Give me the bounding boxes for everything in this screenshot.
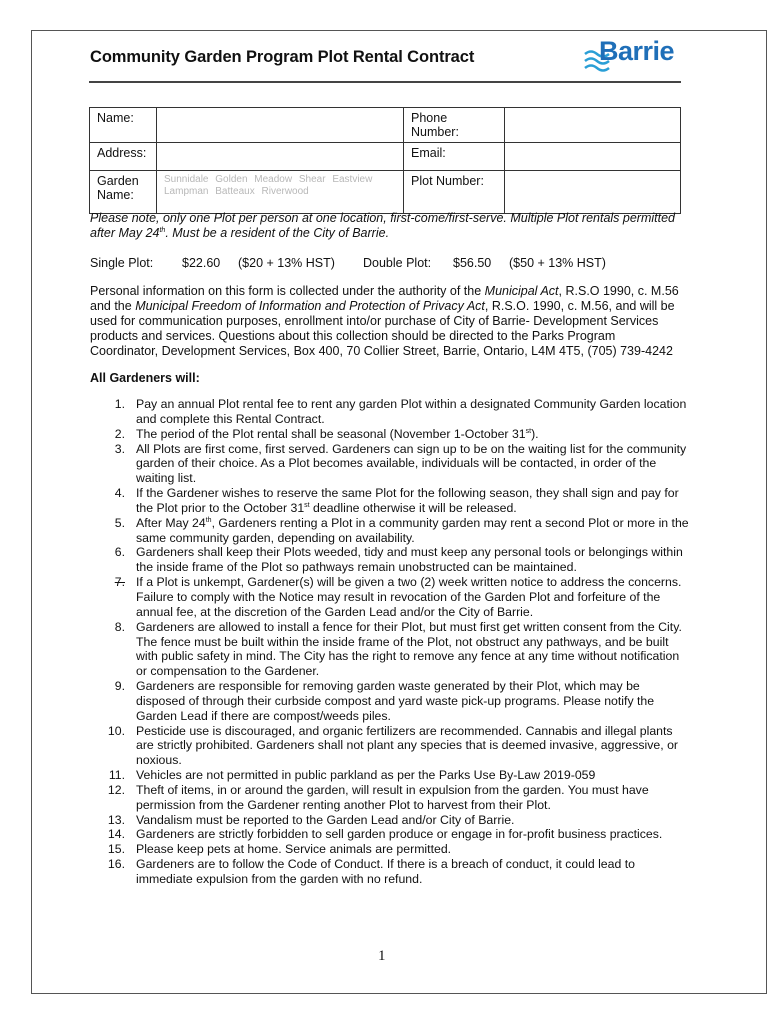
privacy-text-1: Personal information on this form is collected under the authority of the — [90, 284, 485, 298]
list-item — [90, 827, 690, 842]
name-field[interactable] — [157, 108, 404, 143]
item-number: 1. — [114, 397, 125, 411]
item-text-end: , Gardeners renting a Plot in a community garden may rent a second Plot or more in the same community garden, depending on availability. — [136, 515, 689, 545]
list-item — [90, 397, 690, 427]
list-item — [90, 427, 690, 442]
privacy-text-3: , R.S.O. 1990, c. M.56, and will be used for communication purposes, enrollment into/or purchase of City of Barrie- Development Services products and services. Questions about this collection should be directed to the Parks Program Coordinator, Development Services, Box 400, 70 Collier Street, Barrie, Ontario, L4M 4T5, (705) 739-4242 — [90, 299, 675, 358]
list-item — [90, 768, 690, 783]
rental-note — [90, 211, 680, 241]
address-label: Address: — [90, 143, 157, 171]
item-text: Gardeners are allowed to install a fence for their Plot, but must first get written consent from the City. The fence must be built within the inside frame of the Plot, not obstruct any pathways, and be built with public safety in mind. The City has the right to remove any fence at any time without notification or compensation to the Gardener. — [136, 619, 682, 679]
note-text-end: . Must be a resident of the City of Barrie. — [165, 226, 390, 240]
privacy-statement — [90, 284, 682, 359]
list-item — [90, 486, 690, 516]
item-number: 15. — [107, 842, 125, 857]
list-item — [90, 857, 690, 887]
privacy-act: Municipal Freedom of Information and Protection of Privacy Act — [135, 299, 485, 313]
list-item — [90, 813, 690, 828]
item-text: Please keep pets at home. Service animals are permitted. — [136, 842, 452, 857]
municipal-act: Municipal Act — [484, 284, 559, 298]
item-text: All Plots are first come, first served. Gardeners can sign up to be on the waiting list for the community garden of their choice. As a Plot becomes available, individuals will be contacted, in order of the waiting list. — [136, 441, 687, 486]
item-number: 16. — [107, 857, 125, 872]
double-plot-detail: ($50 + 13% HST) — [509, 256, 606, 270]
item-text: Vandalism must be reported to the Garden Lead and/or City of Barrie. — [136, 812, 515, 827]
single-plot-detail: ($20 + 13% HST) — [238, 256, 335, 270]
list-item — [90, 724, 690, 769]
list-item — [90, 620, 690, 679]
item-sup: th — [205, 516, 212, 524]
address-field[interactable] — [157, 143, 404, 171]
garden-options: Sunnidale Golden Meadow Shear Eastview Lampman Batteaux Riverwood — [164, 174, 373, 197]
plot-label: Plot Number: — [404, 171, 505, 214]
item-text: Gardeners are strictly forbidden to sell garden produce or engage in for-profit business practices. — [136, 827, 663, 842]
rules-list — [90, 397, 690, 887]
item-text: Pay an annual Plot rental fee to rent any garden Plot within a designated Community Garden location and complete this Rental Contract. — [136, 397, 687, 426]
item-text: The period of the Plot rental shall be seasonal (November 1-October 31 — [136, 426, 526, 441]
list-item — [90, 783, 690, 813]
item-text: Gardeners are responsible for removing garden waste generated by their Plot, which may be disposed of through their curbside compost and yard waste pick-up programs. Please notify the Garden Lead if there are compost/weeds piles. — [136, 679, 655, 723]
list-item — [90, 442, 690, 487]
title-rule — [89, 81, 681, 83]
item-text: Gardeners shall keep their Plots weeded, tidy and must keep any personal tools or belongings within the inside frame of the Plot so pathways remain unobstructed can be maintained. — [136, 545, 683, 575]
item-text: If a Plot is unkempt, Gardener(s) will be given a two (2) week written notice to address the concerns. Failure to comply with the Notice may result in revocation of the Garden Plot and forfeiture of the annual fee, at the discretion of the Garden Lead and/or the City of Barrie. — [136, 575, 682, 619]
item-text-end: deadline otherwise it will be released. — [309, 500, 517, 515]
item-number: 8. — [114, 619, 125, 634]
item-number: 13. — [107, 812, 125, 827]
plot-field[interactable] — [505, 171, 681, 214]
name-label: Name: — [90, 108, 157, 143]
item-text-end: ). — [531, 426, 539, 441]
contact-form — [89, 107, 681, 214]
item-sup: st — [304, 501, 310, 509]
email-field[interactable] — [505, 143, 681, 171]
list-item — [90, 679, 690, 724]
list-item — [90, 545, 690, 575]
garden-select[interactable] — [157, 171, 404, 214]
item-text: Theft of items, in or around the garden, will result in expulsion from the garden. You must have permission from the Gardener renting another Plot to harvest from their Plot. — [136, 782, 649, 812]
phone-field[interactable] — [505, 108, 681, 143]
logo-text: Barrie — [599, 36, 675, 66]
item-number: 10. — [107, 723, 125, 738]
double-plot-label: Double Plot: — [363, 256, 432, 270]
item-number: 3. — [114, 441, 125, 456]
list-item — [90, 575, 690, 620]
double-plot-price: $56.50 — [453, 256, 492, 270]
item-number: 2. — [114, 426, 125, 441]
privacy-text-2: , R.S.O 1990, c. M.56 and the — [90, 284, 679, 313]
item-text: Vehicles are not permitted in public parkland as per the Parks Use By-Law 2019-059 — [136, 768, 596, 783]
page-number: 1 — [378, 948, 386, 964]
item-number: 14. — [107, 827, 125, 842]
note-sup: th — [159, 226, 166, 234]
note-text: Please note, only one Plot per person at one location, first-come/first-serve. Multiple Plot rentals permitted after May 24 — [90, 211, 676, 240]
phone-label: Phone Number: — [404, 108, 505, 143]
list-item — [90, 842, 690, 857]
item-text: If the Gardener wishes to reserve the same Plot for the following season, they shall sign and pay for the Plot prior to the October 31 — [136, 486, 679, 515]
item-number: 9. — [114, 679, 125, 694]
single-plot-label: Single Plot: — [90, 256, 154, 270]
item-text: Pesticide use is discouraged, and organic fertilizers are recommended. Cannabis and illegal plants are strictly prohibited. Gardeners shall not plant any species that is deemed invasive, aggressive, or noxious. — [136, 723, 679, 768]
item-number: 4. — [114, 486, 125, 501]
email-label: Email: — [404, 143, 505, 171]
item-sup: st — [525, 427, 532, 435]
page-title: Community Garden Program Plot Rental Contract — [90, 48, 475, 66]
single-plot-price: $22.60 — [182, 256, 221, 270]
list-item — [90, 516, 690, 546]
section-heading: All Gardeners will: — [90, 371, 200, 385]
item-number: 11. — [108, 768, 125, 783]
barrie-logo — [583, 36, 683, 76]
garden-label: Garden Name: — [90, 171, 157, 214]
item-text: After May 24 — [136, 515, 206, 530]
item-number: 6. — [114, 545, 125, 560]
item-number: 5. — [114, 515, 125, 530]
item-number: 12. — [107, 782, 125, 797]
item-text: Gardeners are to follow the Code of Conduct. If there is a breach of conduct, it could lead to immediate expulsion from the garden with no refund. — [136, 857, 635, 886]
item-number: 7. — [114, 575, 125, 590]
